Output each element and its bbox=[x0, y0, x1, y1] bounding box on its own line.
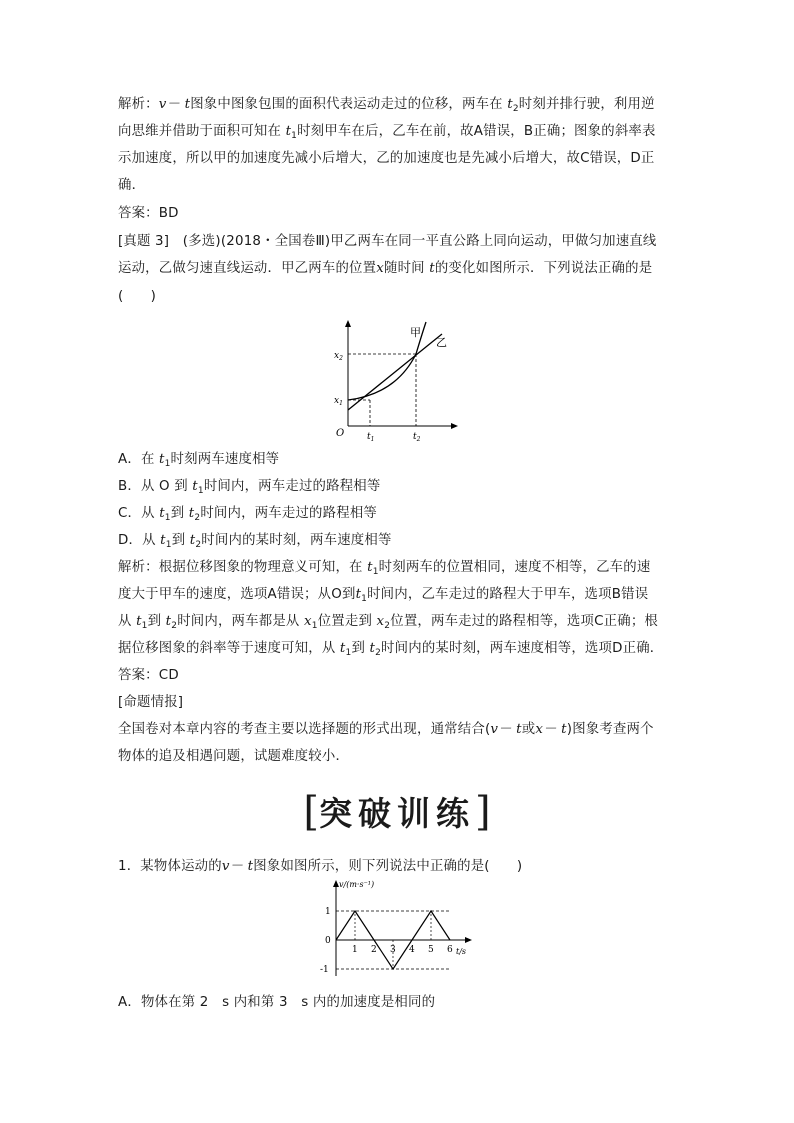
vt-xtick-label: 1 bbox=[352, 945, 358, 955]
situation-title: [命题情报] bbox=[118, 695, 184, 710]
xt-x2-label: $x_2$ bbox=[334, 351, 343, 362]
q3-option-c: C．从 $t_1$到 $t_2$时间内，两车走过的路程相等 bbox=[118, 506, 378, 523]
vt-ytick-label: 1 bbox=[325, 907, 331, 917]
series-yi-label: 乙 bbox=[436, 336, 447, 349]
q3-line3: ( ) bbox=[118, 289, 157, 304]
series-yi-line bbox=[348, 334, 442, 410]
section-heading: [突破训练] bbox=[303, 789, 491, 835]
q3-option-d: D．从 $t_1$到 $t_2$时间内的某时刻，两车速度相等 bbox=[118, 533, 392, 550]
answer2: 答案：CD bbox=[118, 668, 179, 683]
vt-ytick-label: -1 bbox=[320, 965, 329, 975]
q1-option-a: A．物体在第 2 s 内和第 3 s 内的加速度是相同的 bbox=[118, 995, 436, 1010]
q3-line1: [真题 3] (多选)(2018・全国卷Ⅲ)甲乙两车在同一平直公路上同向运动，甲做匀加速直线 bbox=[118, 234, 657, 249]
analysis2-line1: 解析：根据位移图象的物理意义可知，在 $t_1$时刻两车的位置相同，速度不相等，乙车的速 bbox=[118, 560, 651, 577]
analysis2-line2: 度大于甲车的速度，选项A错误；从O到$t_1$时间内，乙车走过的路程大于甲车，选项B错误 bbox=[118, 587, 649, 604]
q3-option-b: B．从 O 到 $t_1$时间内，两车走过的路程相等 bbox=[118, 479, 381, 496]
xt-graph-y-arrow bbox=[345, 320, 351, 327]
vt-xtick-label: 4 bbox=[409, 945, 415, 955]
vt-xlabel: t/s bbox=[456, 947, 467, 956]
vt-ylabel: v/(m·s⁻¹) bbox=[339, 880, 375, 889]
heading-bracket-left: [ bbox=[303, 789, 319, 835]
answer1: 答案：BD bbox=[118, 206, 179, 221]
q3-line2: 运动，乙做匀速直线运动．甲乙两车的位置x随时间 t的变化如图所示．下列说法正确的是 bbox=[118, 261, 653, 276]
vt-ytick-label: 0 bbox=[325, 936, 331, 946]
vt-x-arrow bbox=[465, 937, 472, 943]
heading-bracket-right: ] bbox=[475, 789, 491, 835]
analysis1-line1: 解析：v－ t图象中图象包围的面积代表运动走过的位移，两车在 $t_2$时刻并排行驶，利用逆 bbox=[118, 97, 655, 114]
xt-graph-x-arrow bbox=[451, 423, 458, 429]
vt-xtick-label: 6 bbox=[447, 945, 453, 955]
series-jia-label: 甲 bbox=[410, 326, 421, 339]
situation-line1: 全国卷对本章内容的考查主要以选择题的形式出现，通常结合(v－ t或x－ t)图象考查两个 bbox=[118, 722, 654, 737]
vt-graph bbox=[318, 878, 478, 978]
vt-xtick-label: 5 bbox=[428, 945, 434, 955]
situation-line2: 物体的追及相遇问题，试题难度较小． bbox=[118, 749, 350, 764]
xt-origin-label: O bbox=[336, 428, 345, 439]
analysis2-line3: 从 $t_1$到 $t_2$时间内，两车都是从 $x_1$位置走到 $x_2$位置，两车走过的路程相等，选项C正确；根 bbox=[118, 614, 659, 631]
xt-t1-label: $t_1$ bbox=[367, 432, 375, 443]
xt-t2-label: $t_2$ bbox=[413, 432, 421, 443]
q1-stem: 1．某物体运动的v－ t图象如图所示，则下列说法中正确的是( ) bbox=[118, 859, 523, 874]
xt-x1-label: $x_1$ bbox=[334, 396, 343, 407]
xt-graph bbox=[330, 318, 460, 446]
vt-xtick-label: 3 bbox=[390, 945, 396, 955]
analysis1-line4: 确． bbox=[118, 178, 146, 193]
q3-option-a: A．在 $t_1$时刻两车速度相等 bbox=[118, 452, 280, 469]
vt-symbol: v－ t bbox=[158, 97, 191, 112]
vt-xtick-label: 2 bbox=[371, 945, 377, 955]
analysis1-line3: 示加速度，所以甲的加速度先减小后增大，乙的加速度也是先减小后增大，故C错误，D正 bbox=[118, 151, 655, 166]
analysis1-line2: 向思维并借助于面积可知在 $t_1$时刻甲车在后，乙车在前，故A错误，B正确；图象的斜率表 bbox=[118, 124, 656, 141]
analysis2-line4: 据位移图象的斜率等于速度可知，从 $t_1$到 $t_2$时间内的某时刻，两车速度相等，选项D正确． bbox=[118, 641, 664, 658]
